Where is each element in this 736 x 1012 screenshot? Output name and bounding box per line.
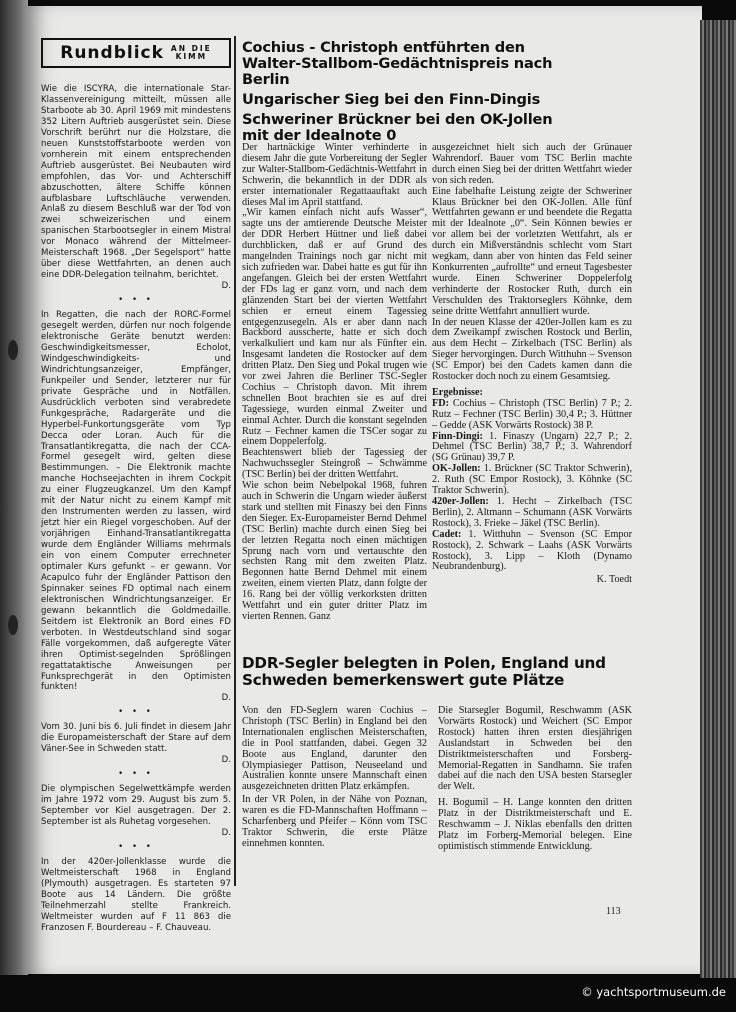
article-paragraph: „Wir kamen einfach nicht aufs Wasser“, sagte uns der amtierende Deutsche Meister der DDR Herbert Hüttner und ließ dabei durchblicken, daß er auf Grund des mangelnden Trainings noch gar nicht mit sich zufrieden war. Dabei hatte es gut für ihn angefangen. Gleich bei der ersten Wettfahrt der FDs lag er ganz vorn, und nach dem glänzenden Start bei der vierten Wettfahrt schien er erneut einem Tagessieg entgegenzusegeln. Als er aber dann nach Backbord ausscherte, hatte er sich doch verkalkuliert und kam nur als Fünfter ein. Insgesamt landeten die Rostocker auf dem dritten Platz. Den Sieg und Pokal trugen wie vor zwei Jahren die Berliner TSC-Segler Cochius – Christoph davon. Mit ihrem schnellen Boot brachten sie es auf drei Tagessiege, wurden einmal Zweiter und einmal Achter. Durch die konstant segelnden Rutz – Fechner kamen die TSCer sogar zu einem Doppelerfolg.: [242, 207, 427, 448]
result-entry: [432, 464, 632, 497]
article-headline: Cochius - Christoph entführten den Walter-Stallbom-Gedächtnispreis nach Berlin: [242, 39, 553, 88]
result-class: 420er-Jollen:: [432, 496, 489, 507]
result-entry: [432, 497, 632, 530]
article-author: K. Toedt: [596, 574, 632, 586]
news-text: Die olympischen Segelwettkämpfe werden im Jahre 1972 vom 29. August bis zum 5. September vor Kiel ausgetragen. Der 2. September ist als Ruhetag vorgesehen.: [41, 784, 231, 827]
news-text: Wie die ISCYRA, die internationale Star-Klassenvereinigung mitteilt, müssen alle Starboote ab 30. April 1969 mit mindestens 352 Litern Auftrieb ausgerüstet sein. Diese Vorschrift berührt nur die Holzstare, die neuen Kunststoffstarboote werden von vornherein mit einem entsprechenden Auftrieb ausgerüstet. Bei Neubauten wird empfohlen, das Vor- und Achterschiff abzuschotten, ältere Schiffe können aufblasbare Luftschläuche verwenden. Anlaß zu diesem Beschluß war der Tod von zwei schweizerischen und einem spanischen Starbootsegler in einem Mistral vor Monaco während der Mittelmeer-Meisterschaft 1968. „Der Segelsport“ hatte über diese Wettfahrten, an denen auch eine DDR-Delegation teilnahm, berichtet.: [41, 84, 231, 281]
separator: • • •: [118, 707, 154, 718]
article-paragraph: H. Bogumil – H. Lange konnten den dritten Platz in der Distriktmeisterschaft und E. Reschwamm – J. Niklas ebenfalls den dritten Platz im Forberg-Memorial belegen. Eine optimistisch stimmende Entwicklung.: [438, 797, 632, 852]
separator: • • •: [118, 295, 154, 306]
result-class: Finn-Dingi:: [432, 430, 483, 442]
results-list: [432, 399, 632, 574]
copyright-credit: © yachtsportmuseum.de: [581, 985, 726, 999]
result-class: OK-Jollen:: [432, 463, 481, 475]
subtitle-line: AN DIE: [170, 44, 212, 53]
article-subheadline: Schweriner Brückner bei den OK-Jollen mit der Idealnote 0: [242, 111, 553, 144]
subtitle-line: KIMM: [175, 52, 208, 61]
article1-headlines: [242, 40, 632, 144]
news-text: Vom 30. Juni bis 6. Juli findet in diesem Jahr die Europameisterschaft der Stare auf dem Väner-See in Schweden statt.: [41, 722, 231, 755]
news-signature: D.: [221, 827, 231, 838]
column-divider: [234, 36, 236, 886]
book-page-edges: [700, 20, 736, 978]
result-entry: [432, 530, 632, 574]
result-entry: [432, 432, 632, 465]
column-subtitle: [171, 45, 212, 61]
binding-hole: [8, 340, 18, 360]
page-number: 113: [606, 906, 621, 917]
news-item: [41, 857, 231, 934]
article-paragraph: In der neuen Klasse der 420er-Jollen kam es zu dem Zweikampf zwischen Rostock und Berlin, aus dem Hecht – Zirkelbach (TSC Berlin) als Sieger hervorgingen. Durch Witthuhn – Svenson (SC Empor) bei den Cadets kamen dann die Rostocker doch noch zu einem Gesamtsieg.: [432, 316, 632, 383]
article-paragraph: Die Starsegler Bogumil, Reschwamm (ASK Vorwärts Rostock) und Weichert (SC Empor Rostock) hatten ihren ersten diesjährigen Auslandstart in Schweden bei den Distriktmeisterschaften und Forsberg-Memorial-Regatten in Sandhamn. Sie trafen dabei auf die nach den USA besten Starsegler der Welt.: [438, 705, 632, 793]
article1-column1: [242, 143, 427, 623]
article2-headline-block: [242, 655, 632, 689]
article-paragraph: Der hartnäckige Winter verhinderte in diesem Jahr die gute Vorbereitung der Segler zur Walter-Stallbom-Gedächtnis-Wettfahrt in Schwerin, die bekanntlich in der DDR als erster internationaler Regattaauftakt auch dieses Mal im April stattfand.: [242, 142, 427, 208]
rundblick-column-header: [41, 38, 231, 68]
result-class: FD:: [432, 397, 449, 409]
news-item: [41, 722, 231, 766]
news-signature: D.: [221, 755, 231, 766]
article2-column2: [438, 706, 632, 853]
article-paragraph: ausgezeichnet hielt sich auch der Grünauer Wahrendorf. Bauer vom TSC Berlin machte durch einen Sieg bei der dritten Wettfahrt wieder von sich reden.: [432, 142, 632, 186]
news-item: [41, 310, 231, 704]
news-text: In der 420er-Jollenklasse wurde die Weltmeisterschaft 1968 in England (Plymouth) ausgetragen. Es starteten 97 Boote aus 14 Ländern. Die größte Teilnehmerzahl stellte Frankreich. Weltmeister wurden auf F 11 863 die Franzosen F. Bourdereau – F. Chauveau.: [41, 856, 231, 933]
result-text: 1. Brückner (SC Traktor Schwerin), 2. Ruth (SC Empor Rostock), 3. Köhnke (SC Traktor Schwerin).: [432, 463, 632, 497]
news-item: [41, 84, 231, 292]
results-heading: Ergebnisse:: [432, 386, 483, 398]
result-class: Cadet:: [432, 528, 462, 540]
column-title: Rundblick: [60, 43, 164, 63]
article2-column1: [242, 706, 427, 850]
news-item: [41, 784, 231, 839]
result-text: 1. Finaszy (Ungarn) 22,7 P.; 2. Dehmel (TSC Berlin) 38,7 P.; 3. Wahrendorf (SG Grünau) 39,7 P.: [432, 430, 632, 464]
news-text: In Regatten, die nach der RORC-Formel gesegelt werden, dürfen nur noch folgende elektronische Geräte benutzt werden: Geschwindigkeitsmesser, Echolot, Windgeschwindigkeits- und Windrichtungsanzeiger, Empfänger, Funkpeiler und Sender, letzterer nur für private Gespräche und in Notfällen. Ausdrücklich verboten sind verabredete Funkgespräche, Radargeräte und die Hyperbel-Funkortungsgeräte vom Typ Decca oder Loran. Auch für die Transatlantikregatta, die nach der CCA-Formel gesegelt wird, gelten diese Bestimmungen. – Die Elektronik machte manche Hochseejachten in ihrem Cockpit zu einer Flugzeugkanzel. Um den Kampf mit der Natur nicht zu einem Kampf mit den Instrumenten werden zu lassen, wird jetzt hier ein Riegel vorgeschoben. Auf der vorjährigen Einhand-Transatlantikregatta wurde dem Engländer Williams mehrmals ein von einem Computer errechneter optimaler Kurs gefunkt – er gewann. Vor Acapulco fuhr der Engländer Pattison den Spinnaker seines FD optimal nach einem elektronischen Windrichtungsanzeiger. Er gewann bekanntlich die Goldmedaille. Seitdem ist Elektronik an Bord eines FD verboten. In Westdeutschland sind sogar Fälle vorgekommen, daß aufgeregte Väter ihren Optimist-segelnden Sprößlingen regattataktische Anweisungen per Funksprechgerät in den Optimisten funkten!: [41, 310, 231, 693]
article-paragraph: Beachtenswert blieb der Tagessieg der Nachwuchssegler Steingroß – Schwämme (TSC Berlin) bei der dritten Wettfahrt.: [242, 447, 427, 481]
article-paragraph: Von den FD-Seglern waren Cochius – Christoph (TSC Berlin) in England bei den Internationalen englischen Meisterschaften, die in Pool stattfanden, dabei. Gegen 32 Boote aus England, darunter den Olympiasieger Pattison, Neuseeland und Australien konnte unsere Mannschaft einen ausgezeichneten dritten Platz erkämpfen.: [242, 705, 427, 793]
news-signature: D.: [221, 281, 231, 292]
result-text: 1. Hecht – Zirkelbach (TSC Berlin), 2. Altmann – Schumann (ASK Vorwärts Rostock), 3. Frieke – Jäkel (TSC Berlin).: [432, 496, 632, 529]
article-paragraph: In der VR Polen, in der Nähe von Poznan, waren es die FD-Mannschaften Hoffmann – Scharfenberg und Pfeifer – Könn vom TSC Traktor Schwerin, die erste Plätze einnehmen konnten.: [242, 794, 427, 849]
article-headline: DDR-Segler belegten in Polen, England und Schweden bemerkenswert gute Plätze: [242, 654, 606, 689]
article-paragraph: Eine fabelhafte Leistung zeigte der Schweriner Klaus Brückner bei den OK-Jollen. Alle fünf Wettfahrten gewann er und beendete die Regatta mit der Idealnote „0“. Sein Können bewies er vor allem bei der vorletzten Wettfahrt, als er durch ein Mißverständnis schlecht vom Start wegkam, dann aber von hinten das Feld seiner Konkurrenten „aufrollte“ und erneut Tagesbester wurde. Einen Schweriner Doppelerfolg verhinderte der Rostocker Ruth, durch ein Verschulden des Traktorseglers Köhnke, dem seine dritte Wettfahrt annulliert wurde.: [432, 185, 632, 317]
separator: • • •: [118, 841, 154, 852]
book-binding-edge: [0, 0, 28, 975]
result-entry: [432, 399, 632, 432]
binding-hole: [8, 615, 18, 635]
separator: • • •: [118, 769, 154, 780]
article1-column2: [432, 143, 632, 586]
article-paragraph: Wie schon beim Nebelpokal 1968, fuhren auch in Schwerin die Ungarn wieder äußerst stark und stellten mit Finaszy bei den Finns den Sieger. Ex-Europameister Bernd Dehmel (TSC Berlin) machte durch einen Sieg bei der letzten Regatta noch einen mächtigen Sprung nach vorn und vertauschte den sechsten Rang mit dem zweiten Platz. Begonnen hatte Bernd Dehmel mit einem zweiten, einem vierten Platz, dann folgte der 16. Rang bei der völlig verkorksten dritten Wettfahrt und ein guter dritter Platz im vierten Rennen. Ganz: [242, 480, 427, 622]
rundblick-news-column: [41, 84, 231, 933]
result-text: 1. Witthuhn – Svenson (SC Empor Rostock), 2. Schwark – Laahs (ASK Vorwärts Rostock), 3. Lipp – Kloth (Dynamo Neubrandenburg).: [432, 528, 632, 573]
news-signature: D.: [221, 693, 231, 704]
article-subheadline: Ungarischer Sieg bei den Finn-Dingis: [242, 91, 541, 108]
result-text: Cochius – Christoph (TSC Berlin) 7 P.; 2. Rutz – Fechner (TSC Berlin) 30,4 P.; 3. Hüttner – Gedde (ASK Vorwärts Rostock) 38 P.: [432, 397, 632, 431]
